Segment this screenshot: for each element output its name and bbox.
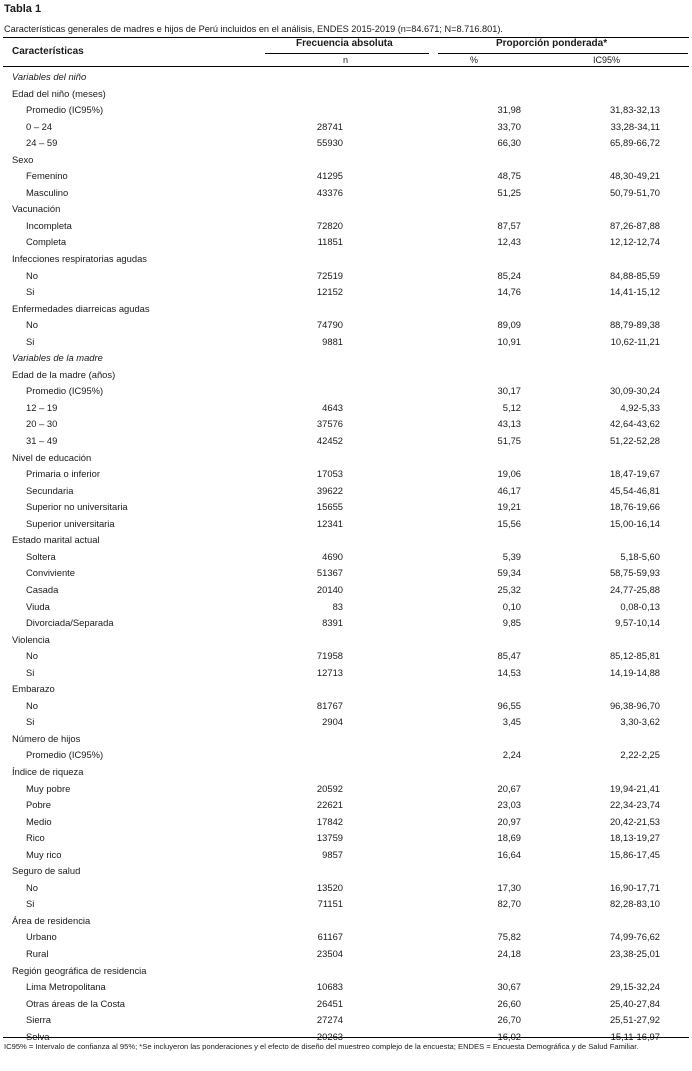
cell-percent: 20,97 [497,815,521,827]
cell-percent: 85,24 [497,269,521,281]
cell-n: 17053 [316,468,343,480]
table-row [0,897,692,914]
row-label: 24 – 59 [26,137,58,149]
table-row [0,384,692,401]
row-label: Otras áreas de la Costa [26,997,126,1009]
group-row [0,302,692,319]
cell-ic95: 20,42-21,53 [609,815,660,827]
cell-ic95: 22,34-23,74 [609,799,660,811]
cell-n: 81767 [316,699,343,711]
table-row [0,417,692,434]
row-label: Sierra [26,1014,52,1026]
table-row [0,335,692,352]
table-row [0,600,692,617]
row-label: Número de hijos [12,732,81,744]
cell-ic95: 14,41-15,12 [609,286,660,298]
table-row [0,169,692,186]
table-row [0,434,692,451]
row-label: Violencia [12,633,50,645]
row-label: 0 – 24 [26,120,53,132]
cell-ic95: 82,28-83,10 [609,898,660,910]
cell-n: 74790 [316,319,343,331]
table-row [0,947,692,964]
header-subrule-proportion [438,53,688,54]
table-row [0,120,692,137]
row-label: No [26,881,38,893]
row-label: Masculino [26,186,69,198]
row-label: Región geográfica de residencia [12,964,147,976]
cell-percent: 9,85 [502,617,521,629]
cell-percent: 17,30 [497,881,521,893]
row-label: Si [26,286,35,298]
table-row [0,186,692,203]
cell-ic95: 25,40-27,84 [609,997,660,1009]
row-label: Incompleta [26,219,72,231]
cell-ic95: 84,88-85,59 [609,269,660,281]
cell-n: 11851 [317,236,343,248]
row-label: Completa [26,236,67,248]
group-row [0,914,692,931]
cell-ic95: 4,92-5,33 [620,401,660,413]
cell-n: 71151 [317,898,343,910]
row-label: Divorciada/Separada [26,617,114,629]
table-row [0,980,692,997]
table-row [0,997,692,1014]
row-label: Embarazo [12,683,55,695]
table-footnote: IC95% = Intervalo de confianza al 95%; *Se incluyeron las ponderaciones y el efecto de diseño del muestreo complejo de la encuesta; ENDES = Encuesta Demográfica y de Salud Familiar. [4,1042,639,1051]
cell-n: 13759 [316,832,343,844]
table-row [0,136,692,153]
table-row [0,699,692,716]
cell-percent: 43,13 [497,418,521,430]
cell-percent: 48,75 [497,170,521,182]
cell-n: 27274 [316,1014,343,1026]
cell-percent: 16,64 [497,848,521,860]
row-label: Variables del niño [12,71,87,82]
row-label: Seguro de salud [12,865,81,877]
cell-ic95: 15,86-17,45 [609,848,660,860]
cell-percent: 15,56 [497,517,521,529]
row-label: Variables de la madre [12,352,103,364]
table-row [0,550,692,567]
cell-n: 2904 [322,716,343,728]
subheader-percent: % [470,55,479,65]
cell-percent: 19,21 [497,501,521,513]
section-row [0,351,692,368]
cell-n: 37576 [316,418,343,430]
cell-percent: 30,17 [497,385,521,397]
cell-ic95: 18,13-19,27 [609,832,660,844]
cell-ic95: 15,00-16,14 [609,517,660,529]
row-label: Área de residencia [12,914,91,926]
cell-n: 51367 [316,567,343,579]
group-row [0,682,692,699]
cell-n: 26451 [316,997,343,1009]
table-row [0,848,692,865]
row-label: Superior no universitaria [26,501,128,513]
subheader-n: n [343,55,349,65]
row-label: Promedio (IC95%) [26,749,104,761]
table-body [0,70,692,1046]
table-row [0,616,692,633]
cell-percent: 24,18 [497,947,521,959]
cell-ic95: 2,22-2,25 [620,749,660,761]
table-row [0,666,692,683]
cell-n: 12341 [316,517,343,529]
cell-ic95: 5,18-5,60 [620,550,660,562]
cell-percent: 5,12 [502,401,521,413]
table-row [0,715,692,732]
cell-ic95: 25,51-27,92 [609,1014,660,1026]
cell-percent: 75,82 [497,931,521,943]
cell-ic95: 96,38-96,70 [609,699,660,711]
header-weighted-proportion: Proporción ponderada* [496,38,608,49]
row-label: Lima Metropolitana [26,981,106,993]
cell-percent: 89,09 [497,319,521,331]
cell-n: 20592 [316,782,343,794]
cell-ic95: 29,15-32,24 [609,981,660,993]
cell-n: 43376 [316,186,343,198]
cell-n: 71958 [316,650,343,662]
cell-ic95: 50,79-51,70 [609,186,660,198]
group-row [0,732,692,749]
row-label: Rural [26,947,49,959]
cell-ic95: 65,89-66,72 [609,137,660,149]
cell-ic95: 31,83-32,13 [609,104,660,116]
row-label: Conviviente [26,567,75,579]
cell-ic95: 10,62-11,21 [610,335,660,347]
cell-ic95: 19,94-21,41 [609,782,660,794]
cell-ic95: 18,47-19,67 [609,468,660,480]
cell-ic95: 58,75-59,93 [609,567,660,579]
group-row [0,964,692,981]
section-row [0,70,692,87]
cell-percent: 14,76 [497,286,521,298]
row-label: Viuda [26,600,50,612]
cell-percent: 31,98 [497,104,521,116]
table-row [0,1013,692,1030]
table-row [0,318,692,335]
table-row [0,748,692,765]
cell-percent: 25,32 [497,583,521,595]
row-label: Si [26,335,35,347]
cell-n: 61167 [317,931,343,943]
row-label: Sexo [12,153,34,165]
cell-percent: 5,39 [502,550,521,562]
cell-percent: 51,75 [497,435,521,447]
cell-n: 20140 [316,583,343,595]
table-caption: Características generales de madres e hijos de Perú incluidos en el análisis, ENDES 2015-2019 (n=84.671; N=8.716.801). [4,24,503,34]
table-row [0,566,692,583]
cell-percent: 14,53 [497,666,521,678]
cell-n: 22621 [316,799,343,811]
cell-n: 12152 [316,286,343,298]
row-label: 20 – 30 [26,418,58,430]
cell-n: 12713 [316,666,343,678]
cell-n: 17842 [316,815,343,827]
row-label: Índice de riqueza [12,765,84,777]
row-label: No [26,699,38,711]
cell-n: 28741 [316,120,343,132]
cell-percent: 20,67 [497,782,521,794]
cell-n: 23504 [316,947,343,959]
group-row [0,368,692,385]
cell-ic95: 42,64-43,62 [609,418,660,430]
cell-ic95: 9,57-10,14 [615,617,660,629]
cell-percent: 3,45 [502,716,521,728]
row-label: Secundaria [26,484,74,496]
cell-percent: 23,03 [497,799,521,811]
cell-n: 8391 [322,617,343,629]
row-label: No [26,319,38,331]
cell-ic95: 85,12-85,81 [609,650,660,662]
header-characteristics: Características [12,46,84,57]
table-row [0,401,692,418]
cell-percent: 30,67 [497,981,521,993]
row-label: Si [26,666,35,678]
cell-percent: 51,25 [497,186,521,198]
row-label: Medio [26,815,52,827]
cell-ic95: 16,90-17,71 [609,881,660,893]
cell-percent: 0,10 [502,600,521,612]
group-row [0,451,692,468]
row-label: Urbano [26,931,57,943]
row-label: Casada [26,583,59,595]
table-label: Tabla 1 [4,3,42,15]
row-label: 12 – 19 [26,401,58,413]
cell-n: 4690 [322,550,343,562]
cell-percent: 87,57 [497,219,521,231]
cell-percent: 96,55 [497,699,521,711]
cell-ic95: 33,28-34,11 [610,120,660,132]
cell-ic95: 3,30-3,62 [620,716,660,728]
table-row [0,930,692,947]
row-label: Estado marital actual [12,534,100,546]
table-row [0,782,692,799]
table-row [0,235,692,252]
row-label: Edad del niño (meses) [12,87,106,99]
cell-ic95: 0,08-0,13 [620,600,660,612]
table-row [0,467,692,484]
bottom-rule [3,1037,689,1038]
row-label: Si [26,898,35,910]
cell-n: 15655 [316,501,343,513]
cell-n: 4643 [322,401,343,413]
row-label: Primaria o inferior [26,468,100,480]
cell-ic95: 14,19-14,88 [609,666,660,678]
table-row [0,798,692,815]
cell-ic95: 23,38-25,01 [609,947,660,959]
cell-percent: 59,34 [497,567,521,579]
cell-percent: 2,24 [502,749,521,761]
row-label: Si [26,716,35,728]
table-row [0,484,692,501]
group-row [0,202,692,219]
row-label: Pobre [26,799,52,811]
cell-percent: 10,91 [497,335,521,347]
cell-percent: 18,69 [497,832,521,844]
row-label: No [26,650,38,662]
row-label: Promedio (IC95%) [26,104,104,116]
row-label: Enfermedades diarreicas agudas [12,302,150,314]
group-row [0,765,692,782]
cell-n: 42452 [316,435,343,447]
cell-percent: 26,70 [497,1014,521,1026]
group-row [0,864,692,881]
cell-percent: 33,70 [497,120,521,132]
cell-percent: 26,60 [497,997,521,1009]
cell-ic95: 51,22-52,28 [609,435,660,447]
group-row [0,153,692,170]
row-label: Soltera [26,550,56,562]
cell-ic95: 18,76-19,66 [609,501,660,513]
cell-n: 13520 [316,881,343,893]
cell-percent: 19,06 [497,468,521,480]
group-row [0,633,692,650]
table-row [0,269,692,286]
row-label: 31 – 49 [26,435,58,447]
cell-percent: 85,47 [497,650,521,662]
row-label: No [26,269,38,281]
table-row [0,649,692,666]
table-row [0,285,692,302]
cell-percent: 12,43 [497,236,521,248]
cell-ic95: 30,09-30,24 [609,385,660,397]
table-row [0,517,692,534]
header-absolute-frequency: Frecuencia absoluta [296,38,393,49]
row-label: Nivel de educación [12,451,92,463]
cell-ic95: 45,54-46,81 [609,484,660,496]
cell-n: 9857 [322,848,343,860]
cell-n: 39622 [316,484,343,496]
subheader-ic95: IC95% [593,55,621,65]
cell-ic95: 24,77-25,88 [609,583,660,595]
row-label: Edad de la madre (años) [12,368,116,380]
header-subrule-frequency [265,53,429,54]
group-row [0,252,692,269]
cell-n: 83 [332,600,343,612]
cell-n: 55930 [316,137,343,149]
cell-n: 72519 [316,269,343,281]
table-row [0,881,692,898]
table-row [0,831,692,848]
table-row [0,500,692,517]
row-label: Femenino [26,170,68,182]
row-label: Rico [26,832,45,844]
cell-n: 72820 [316,219,343,231]
row-label: Vacunación [12,203,61,215]
cell-n: 10683 [316,981,343,993]
cell-ic95: 87,26-87,88 [609,219,660,231]
row-label: Infecciones respiratorias agudas [12,253,147,265]
row-label: Muy rico [26,848,62,860]
cell-ic95: 12,12-12,74 [609,236,660,248]
row-label: Muy pobre [26,782,71,794]
cell-percent: 46,17 [497,484,521,496]
table-row [0,815,692,832]
cell-ic95: 88,79-89,38 [609,319,660,331]
cell-n: 9881 [322,335,343,347]
cell-ic95: 74,99-76,62 [609,931,660,943]
group-row [0,87,692,104]
row-label: Promedio (IC95%) [26,385,104,397]
table-row [0,219,692,236]
cell-percent: 82,70 [497,898,521,910]
cell-ic95: 48,30-49,21 [609,170,660,182]
cell-percent: 66,30 [497,137,521,149]
group-row [0,533,692,550]
row-label: Superior universitaria [26,517,115,529]
table-row [0,103,692,120]
header-rule [3,66,689,67]
cell-n: 41295 [316,170,343,182]
table-row [0,583,692,600]
